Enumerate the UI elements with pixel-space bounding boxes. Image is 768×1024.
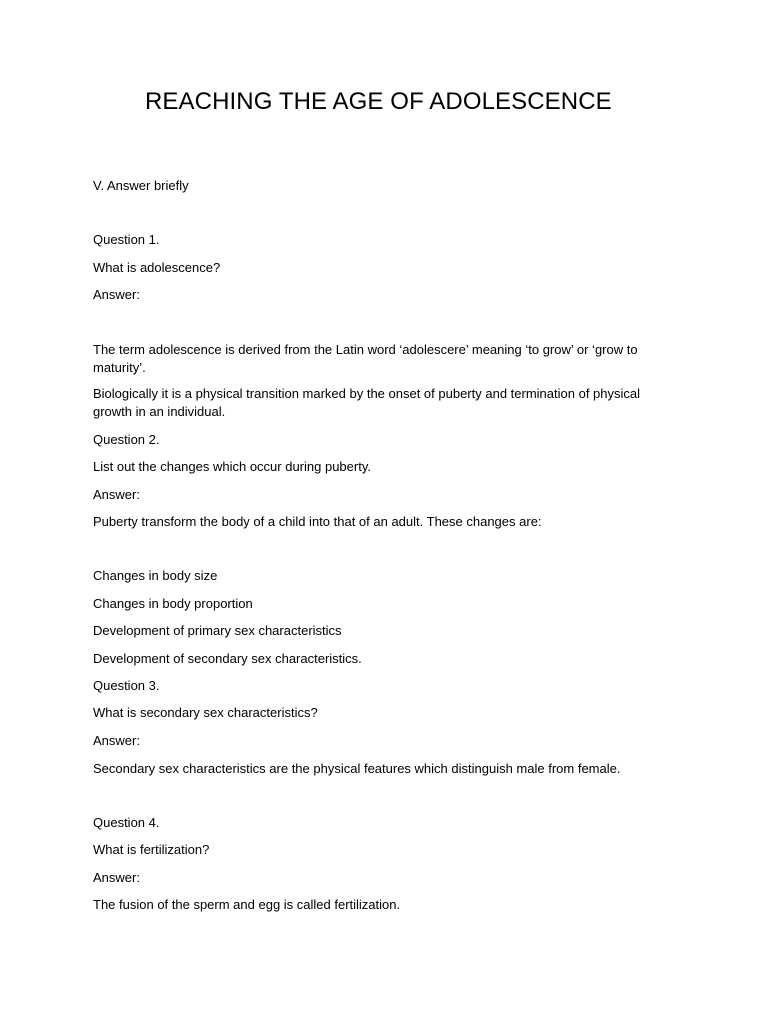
question-2-list-item: Development of primary sex characteristics xyxy=(93,623,342,638)
page-title: REACHING THE AGE OF ADOLESCENCE xyxy=(145,88,612,115)
question-3-answer-paragraph-1: Secondary sex characteristics are the physical features which distinguish male from female. xyxy=(93,761,621,776)
question-4-answer-label: Answer: xyxy=(93,870,140,885)
question-4-label: Question 4. xyxy=(93,815,160,830)
question-1-answer-label: Answer: xyxy=(93,287,140,302)
question-4-answer-paragraph-1: The fusion of the sperm and egg is called fertilization. xyxy=(93,897,401,912)
section-heading: V. Answer briefly xyxy=(93,178,189,193)
question-1-answer-paragraph-1: The term adolescence is derived from the Latin word ‘adolescere’ meaning ‘to grow’ or ‘grow to maturity’. xyxy=(93,342,638,375)
question-1-label: Question 1. xyxy=(93,232,160,247)
question-1-answer-paragraph-2: Biologically it is a physical transition marked by the onset of puberty and termination of physical growth in an individual. xyxy=(93,386,641,419)
question-3-text: What is secondary sex characteristics? xyxy=(93,705,318,720)
question-2-label: Question 2. xyxy=(93,432,160,447)
question-3-label: Question 3. xyxy=(93,678,160,693)
question-1-text: What is adolescence? xyxy=(93,260,221,275)
question-2-answer-paragraph-1: Puberty transform the body of a child into that of an adult. These changes are: xyxy=(93,514,542,529)
question-3-answer-label: Answer: xyxy=(93,733,140,748)
question-2-list-item: Changes in body size xyxy=(93,568,218,583)
question-4-text: What is fertilization? xyxy=(93,842,210,857)
question-2-text: List out the changes which occur during puberty. xyxy=(93,459,371,474)
question-2-list-item: Development of secondary sex characteristics. xyxy=(93,651,362,666)
question-2-answer-label: Answer: xyxy=(93,487,140,502)
question-2-list-item: Changes in body proportion xyxy=(93,596,253,611)
